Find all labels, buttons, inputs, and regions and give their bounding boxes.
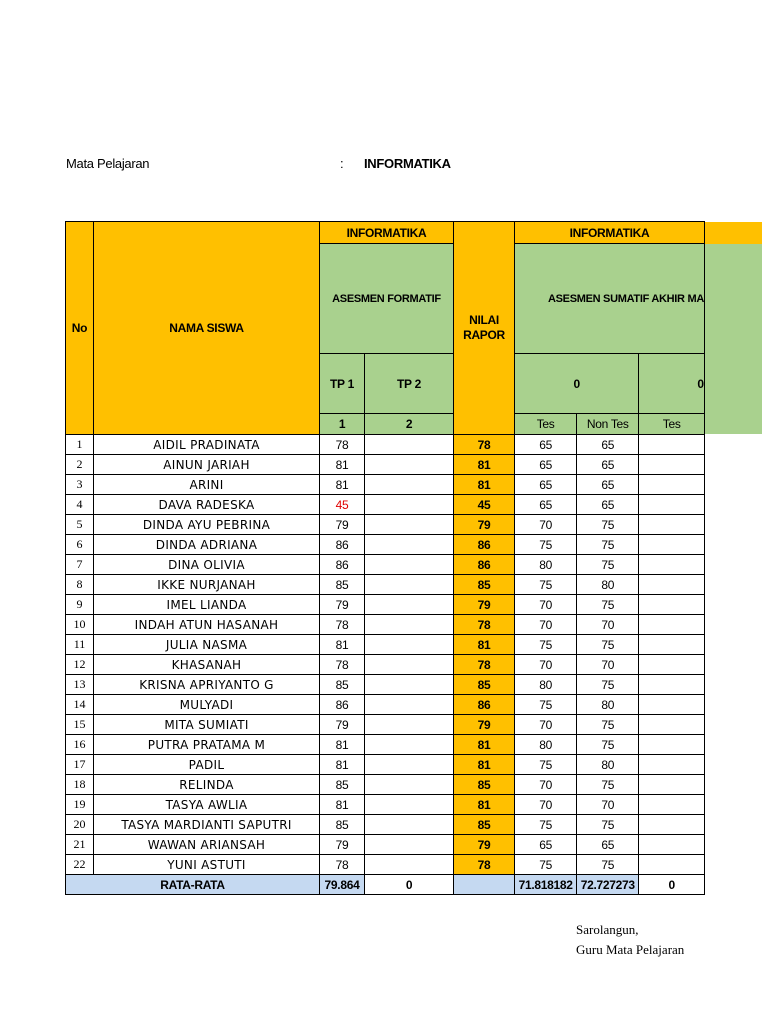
score-tp2 [365,455,454,475]
header-sumatif-sub-1: 0 [515,354,639,414]
score-non-tes: 70 [577,615,639,635]
subject-line [66,156,566,176]
score-tes: 80 [515,735,577,755]
nilai-rapor: 45 [454,495,515,515]
score-tp2 [365,595,454,615]
student-name: TASYA AWLIA [94,795,320,815]
student-name: KRISNA APRIYANTO G [94,675,320,695]
score-tp1: 81 [320,635,365,655]
table-row [66,695,705,715]
student-name: IKKE NURJANAH [94,575,320,595]
score-tes-2 [639,635,705,655]
table-row [66,595,705,615]
score-tp2 [365,655,454,675]
score-tes-2 [639,795,705,815]
score-non-tes: 75 [577,555,639,575]
table-row [66,455,705,475]
nilai-rapor: 85 [454,815,515,835]
score-tp2 [365,755,454,775]
row-number: 18 [66,775,94,795]
header-overflow-green [700,244,762,434]
score-tes-2 [639,775,705,795]
row-number: 21 [66,835,94,855]
score-tes: 70 [515,655,577,675]
row-number: 5 [66,515,94,535]
signature-block [576,920,684,960]
row-number: 13 [66,675,94,695]
score-non-tes: 80 [577,575,639,595]
score-tes: 80 [515,555,577,575]
score-tes-2 [639,855,705,875]
score-tp1: 78 [320,855,365,875]
average-tes-2: 0 [639,875,705,895]
score-tes: 70 [515,595,577,615]
row-number: 9 [66,595,94,615]
score-tes-2 [639,835,705,855]
score-tes-2 [639,615,705,635]
table-row [66,675,705,695]
score-tp1: 79 [320,595,365,615]
student-name: INDAH ATUN HASANAH [94,615,320,635]
score-tp1: 81 [320,755,365,775]
score-tp2 [365,675,454,695]
table-row [66,435,705,455]
score-tes: 75 [515,755,577,775]
score-tp1: 85 [320,575,365,595]
score-tes-2 [639,675,705,695]
nilai-rapor: 85 [454,575,515,595]
table-row [66,495,705,515]
student-name: KHASANAH [94,655,320,675]
student-name: ARINI [94,475,320,495]
header-index-2: 2 [365,414,454,435]
signature-place: Sarolangun, [576,922,639,937]
score-tes-2 [639,815,705,835]
header-asesmen-formatif: ASESMEN FORMATIF [320,244,454,354]
score-non-tes: 75 [577,515,639,535]
header-formatif-group: INFORMATIKA [320,222,454,244]
table-row [66,655,705,675]
score-tp1: 78 [320,655,365,675]
average-non-tes: 72.727273 [577,875,639,895]
score-tp1: 79 [320,515,365,535]
score-tp2 [365,795,454,815]
row-number: 10 [66,615,94,635]
student-name: DINDA AYU PEBRINA [94,515,320,535]
student-name: TASYA MARDIANTI SAPUTRI [94,815,320,835]
score-tp2 [365,535,454,555]
header-index-1: 1 [320,414,365,435]
score-tes-2 [639,495,705,515]
score-tes-2 [639,435,705,455]
score-non-tes: 65 [577,475,639,495]
student-name: IMEL LIANDA [94,595,320,615]
header-sumatif-sub-2: 0 [639,354,705,414]
average-label: RATA-RATA [66,875,320,895]
score-tp1: 86 [320,695,365,715]
row-number: 3 [66,475,94,495]
nilai-rapor: 78 [454,655,515,675]
grade-table [65,221,705,895]
table-row [66,815,705,835]
header-nilai-rapor: NILAI RAPOR [454,222,515,435]
score-tp1: 78 [320,435,365,455]
score-tes-2 [639,755,705,775]
score-non-tes: 75 [577,775,639,795]
average-tp1: 79.864 [320,875,365,895]
score-tes: 65 [515,495,577,515]
grade-sheet [65,221,705,895]
score-tp2 [365,815,454,835]
score-tes-2 [639,655,705,675]
score-tp2 [365,575,454,595]
row-number: 15 [66,715,94,735]
row-number: 22 [66,855,94,875]
score-tes-2 [639,595,705,615]
student-name: JULIA NASMA [94,635,320,655]
header-tes-2: Tes [639,414,705,435]
score-tp1: 85 [320,815,365,835]
row-number: 16 [66,735,94,755]
average-tp2: 0 [365,875,454,895]
score-tes-2 [639,555,705,575]
score-tes: 75 [515,635,577,655]
average-rapor [454,875,515,895]
score-tes-2 [639,695,705,715]
score-non-tes: 65 [577,455,639,475]
score-tes: 65 [515,435,577,455]
score-tp1: 81 [320,475,365,495]
score-tes-2 [639,515,705,535]
score-tes-2 [639,575,705,595]
header-asesmen-sumatif: ASESMEN SUMATIF AKHIR MA [515,244,705,354]
score-tp2 [365,475,454,495]
score-tes: 75 [515,855,577,875]
table-row [66,735,705,755]
score-tes: 75 [515,695,577,715]
student-name: WAWAN ARIANSAH [94,835,320,855]
score-non-tes: 75 [577,715,639,735]
row-number: 4 [66,495,94,515]
score-tes: 70 [515,615,577,635]
nilai-rapor: 78 [454,615,515,635]
score-tes: 70 [515,795,577,815]
score-non-tes: 75 [577,735,639,755]
score-tes-2 [639,455,705,475]
row-number: 1 [66,435,94,455]
score-tp1: 45 [320,495,365,515]
score-non-tes: 75 [577,595,639,615]
table-row [66,635,705,655]
signature-role: Guru Mata Pelajaran [576,942,685,957]
nilai-rapor: 81 [454,755,515,775]
score-tes: 70 [515,715,577,735]
score-non-tes: 70 [577,795,639,815]
row-number: 19 [66,795,94,815]
subject-value: INFORMATIKA [364,156,451,171]
score-tp1: 78 [320,615,365,635]
score-tp2 [365,495,454,515]
score-tes-2 [639,715,705,735]
score-non-tes: 80 [577,755,639,775]
student-name: RELINDA [94,775,320,795]
nilai-rapor: 79 [454,835,515,855]
nilai-rapor: 85 [454,775,515,795]
score-non-tes: 65 [577,835,639,855]
table-row [66,535,705,555]
score-tp1: 86 [320,555,365,575]
header-tes: Tes [515,414,577,435]
table-row [66,775,705,795]
score-tp2 [365,635,454,655]
average-row [66,875,705,895]
score-tes: 65 [515,835,577,855]
header-no: No [66,222,94,435]
score-tp1: 85 [320,775,365,795]
row-number: 12 [66,655,94,675]
student-name: PUTRA PRATAMA M [94,735,320,755]
score-non-tes: 75 [577,675,639,695]
table-row [66,615,705,635]
score-non-tes: 75 [577,535,639,555]
subject-label: Mata Pelajaran [66,156,150,171]
nilai-rapor: 81 [454,455,515,475]
student-name: YUNI ASTUTI [94,855,320,875]
score-tp2 [365,835,454,855]
score-tp2 [365,555,454,575]
score-tp1: 79 [320,715,365,735]
nilai-rapor: 78 [454,855,515,875]
nilai-rapor: 79 [454,595,515,615]
score-tes: 65 [515,475,577,495]
student-name: PADIL [94,755,320,775]
row-number: 17 [66,755,94,775]
nilai-rapor: 81 [454,635,515,655]
nilai-rapor: 81 [454,795,515,815]
score-tp2 [365,695,454,715]
row-number: 14 [66,695,94,715]
score-tp1: 81 [320,795,365,815]
nilai-rapor: 78 [454,435,515,455]
score-tp1: 86 [320,535,365,555]
row-number: 7 [66,555,94,575]
table-row [66,835,705,855]
score-tp1: 79 [320,835,365,855]
header-overflow-orange [700,222,762,244]
score-tp2 [365,735,454,755]
table-row [66,475,705,495]
score-tp1: 81 [320,735,365,755]
score-non-tes: 70 [577,655,639,675]
score-tp1: 81 [320,455,365,475]
subject-colon: : [340,156,344,171]
nilai-rapor: 79 [454,715,515,735]
table-row [66,555,705,575]
score-tes: 70 [515,515,577,535]
score-tes: 70 [515,775,577,795]
score-tes-2 [639,475,705,495]
score-tes: 75 [515,575,577,595]
average-tes: 71.818182 [515,875,577,895]
header-tp1: TP 1 [320,354,365,414]
table-row [66,855,705,875]
header-student-name: NAMA SISWA [94,222,320,435]
score-tes: 75 [515,535,577,555]
student-name: DINA OLIVIA [94,555,320,575]
score-tes: 80 [515,675,577,695]
score-tes: 75 [515,815,577,835]
student-name: AIDIL PRADINATA [94,435,320,455]
score-tp2 [365,515,454,535]
table-row [66,795,705,815]
table-row [66,755,705,775]
row-number: 2 [66,455,94,475]
table-row [66,515,705,535]
score-non-tes: 65 [577,495,639,515]
nilai-rapor: 86 [454,535,515,555]
nilai-rapor: 86 [454,555,515,575]
score-non-tes: 80 [577,695,639,715]
table-row [66,715,705,735]
student-name: MULYADI [94,695,320,715]
student-name: MITA SUMIATI [94,715,320,735]
header-non-tes: Non Tes [577,414,639,435]
row-number: 6 [66,535,94,555]
row-number: 8 [66,575,94,595]
nilai-rapor: 86 [454,695,515,715]
nilai-rapor: 79 [454,515,515,535]
header-sumatif-group: INFORMATIKA [515,222,705,244]
score-non-tes: 65 [577,435,639,455]
score-tp2 [365,715,454,735]
score-non-tes: 75 [577,815,639,835]
student-name: DINDA ADRIANA [94,535,320,555]
header-tp2: TP 2 [365,354,454,414]
score-tp2 [365,435,454,455]
nilai-rapor: 85 [454,675,515,695]
score-tp2 [365,615,454,635]
student-name: DAVA RADESKA [94,495,320,515]
score-tes: 65 [515,455,577,475]
row-number: 11 [66,635,94,655]
score-non-tes: 75 [577,855,639,875]
row-number: 20 [66,815,94,835]
nilai-rapor: 81 [454,475,515,495]
score-tes-2 [639,735,705,755]
score-tp2 [365,855,454,875]
score-tp2 [365,775,454,795]
table-row [66,575,705,595]
student-name: AINUN JARIAH [94,455,320,475]
score-non-tes: 75 [577,635,639,655]
score-tp1: 85 [320,675,365,695]
score-tes-2 [639,535,705,555]
nilai-rapor: 81 [454,735,515,755]
